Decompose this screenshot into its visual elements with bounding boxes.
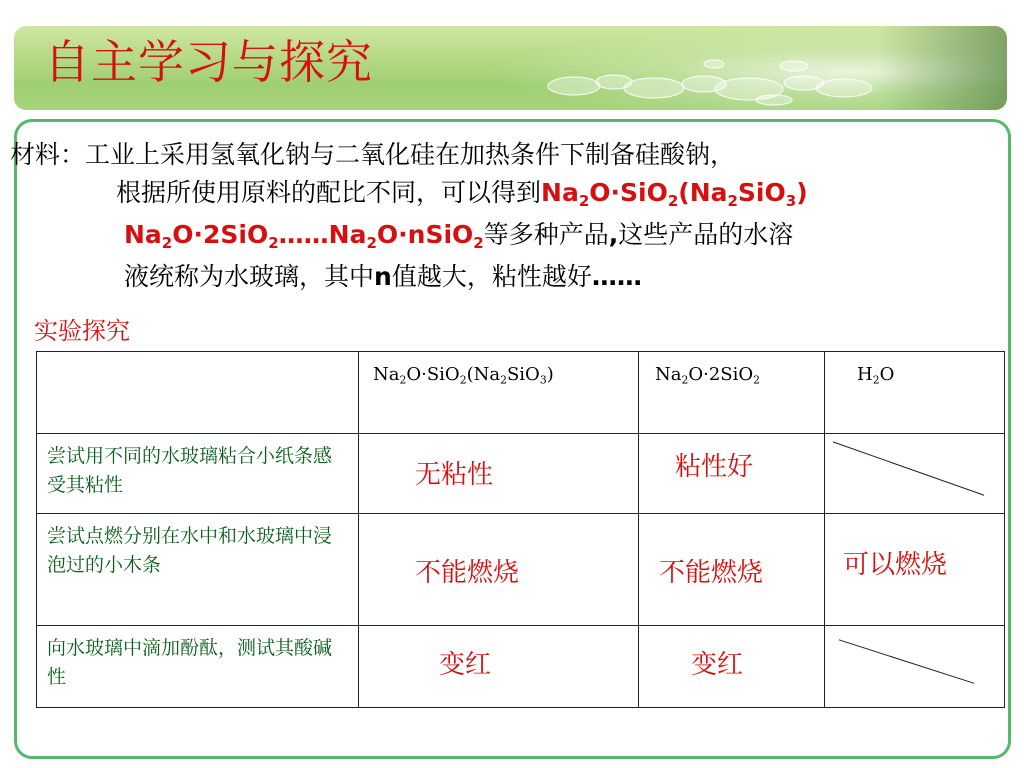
table-row — [37, 626, 1005, 708]
table-header-row — [37, 352, 1005, 434]
header-cell-col2 — [639, 352, 825, 434]
header-cell-col1 — [359, 352, 639, 434]
material-text-1: 工业上采用氢氧化钠与二氧化硅在加热条件下制备硅酸钠， — [85, 140, 736, 169]
result-cell — [825, 514, 1005, 626]
header-formula-na2o-2sio2: $Na_2O\cdot 2SiO_2$ — [655, 364, 761, 387]
not-applicable-slash — [825, 434, 1004, 513]
material-line-3 — [124, 216, 793, 254]
ellipsis-2: …… — [591, 262, 642, 291]
material-n: n — [374, 262, 392, 291]
row-label: 尝试点燃分别在水中和水玻璃中浸泡过的小木条 — [47, 525, 333, 576]
material-label: 材料： — [10, 140, 86, 169]
result-cell — [639, 626, 825, 708]
result-cell — [359, 434, 639, 514]
page-title: 自主学习与探究 — [44, 35, 373, 89]
not-applicable-slash — [825, 626, 1004, 707]
result-cell-empty — [825, 626, 1005, 708]
row-label: 向水玻璃中滴加酚酞，测试其酸碱性 — [47, 637, 333, 688]
material-text-4: 液统称为水玻璃，其中 — [124, 262, 375, 291]
result-text: 不能燃烧 — [415, 558, 520, 588]
material-line-4 — [124, 258, 642, 296]
result-text: 无粘性 — [415, 460, 494, 490]
material-text-3b: 这些产品的水溶 — [618, 220, 794, 249]
section-title: 实验探究 — [34, 317, 130, 345]
result-cell — [359, 514, 639, 626]
header-formula-na2o-sio2: $Na_2O\cdot SiO_2(Na_2SiO_3)$ — [373, 364, 554, 387]
material-text-2: 根据所使用原料的配比不同，可以得到 — [116, 178, 542, 207]
header-formula-h2o: $H_2O$ — [857, 364, 895, 387]
material-text-3: 等多种产品 — [483, 220, 609, 249]
material-text-4b: 值越大，粘性越好 — [391, 262, 592, 291]
header-cell-empty — [37, 352, 359, 434]
row-label: 尝试用不同的水玻璃粘合小纸条感受其粘性 — [47, 445, 333, 496]
result-cell — [639, 434, 825, 514]
experiment-table — [36, 351, 1005, 708]
formula-na2o-sio2: $Na_2O\cdot SiO_2(Na_2SiO_3)$ — [541, 178, 808, 210]
formula-na2o-nsio2: $Na_2O\cdot nSiO_2$ — [328, 220, 484, 252]
material-line-1 — [10, 136, 735, 174]
result-cell-empty — [825, 434, 1005, 514]
ellipsis-1: …… — [278, 220, 329, 249]
formula-na2o-2sio2: $Na_2O\cdot 2SiO_2$ — [124, 220, 279, 252]
result-text: 变红 — [691, 650, 744, 680]
table-row — [37, 434, 1005, 514]
result-text: 不能燃烧 — [659, 558, 764, 588]
result-cell — [359, 626, 639, 708]
material-line-2 — [116, 174, 808, 212]
row-label-cell — [37, 626, 359, 708]
result-text: 变红 — [439, 650, 492, 680]
header-cell-col3 — [825, 352, 1005, 434]
row-label-cell — [37, 434, 359, 514]
result-text: 粘性好 — [675, 452, 754, 482]
table-row — [37, 514, 1005, 626]
material-comma: , — [608, 220, 619, 249]
row-label-cell — [37, 514, 359, 626]
result-text: 可以燃烧 — [843, 550, 948, 580]
result-cell — [639, 514, 825, 626]
